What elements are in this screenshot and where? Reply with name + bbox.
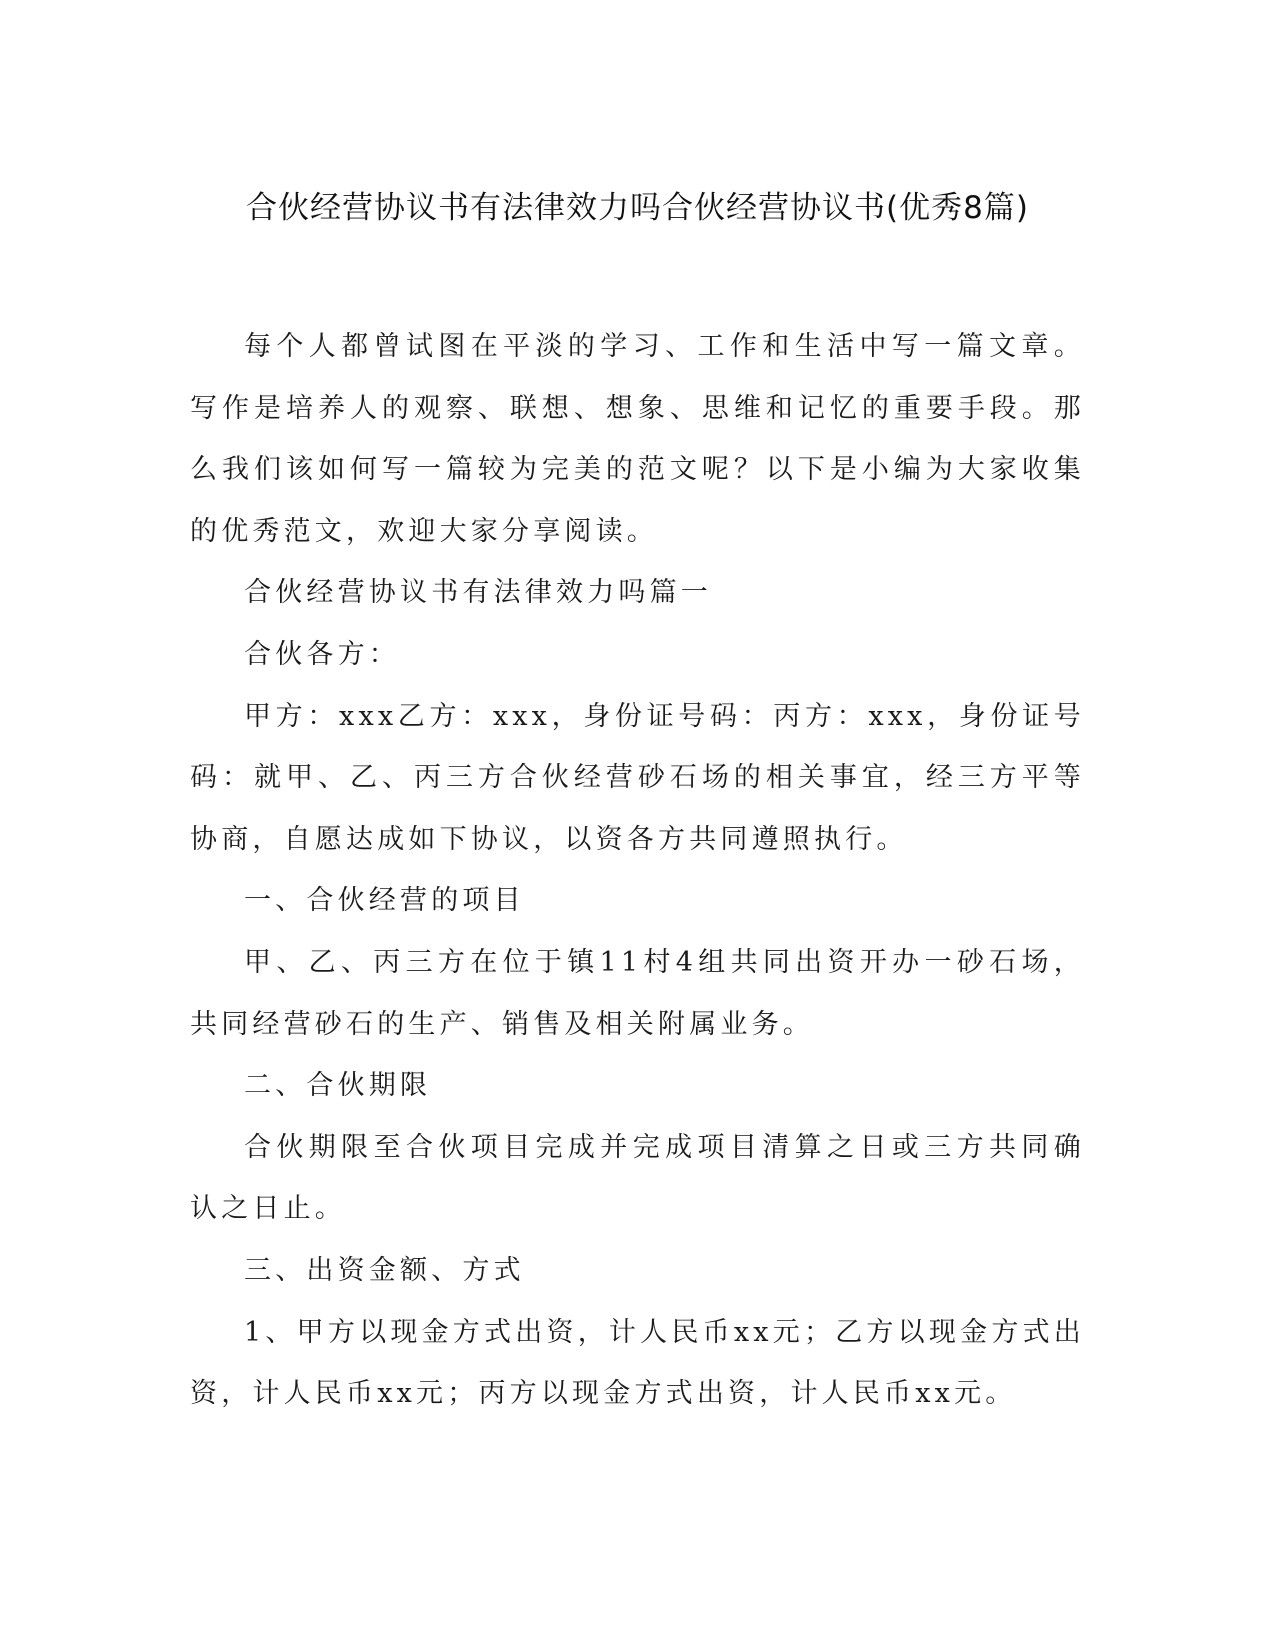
- paragraph: 合伙期限至合伙项目完成并完成项目清算之日或三方共同确认之日止。: [190, 1131, 1085, 1225]
- clause-heading: 三、出资金额、方式: [244, 1254, 525, 1286]
- clause-heading: 二、合伙期限: [244, 1070, 432, 1102]
- paragraph: 1、甲方以现金方式出资，计人民币xx元；乙方以现金方式出资，计人民币xx元；丙方以现金方式出资，计人民币xx元。: [190, 1316, 1085, 1410]
- document-body: [190, 316, 1085, 1425]
- paragraph: 甲、乙、丙三方在位于镇11村4组共同出资开办一砂石场，共同经营砂石的生产、销售及相关附属业务。: [190, 946, 1085, 1040]
- paragraph: 合伙各方：: [244, 638, 400, 670]
- section-heading: 合伙经营协议书有法律效力吗篇一: [244, 577, 712, 609]
- clause-heading: 一、合伙经营的项目: [244, 885, 525, 917]
- paragraph: 甲方：xxx乙方：xxx，身份证号码：丙方：xxx，身份证号码：就甲、乙、丙三方合伙经营砂石场的相关事宜，经三方平等协商，自愿达成如下协议，以资各方共同遵照执行。: [190, 700, 1085, 855]
- document-title: 合伙经营协议书有法律效力吗合伙经营协议书(优秀8篇): [246, 190, 1029, 226]
- intro-paragraph: 每个人都曾试图在平淡的学习、工作和生活中写一篇文章。写作是培养人的观察、联想、想象、思维和记忆的重要手段。那么我们该如何写一篇较为完美的范文呢？以下是小编为大家收集的优秀范文，欢迎大家分享阅读。: [190, 331, 1085, 547]
